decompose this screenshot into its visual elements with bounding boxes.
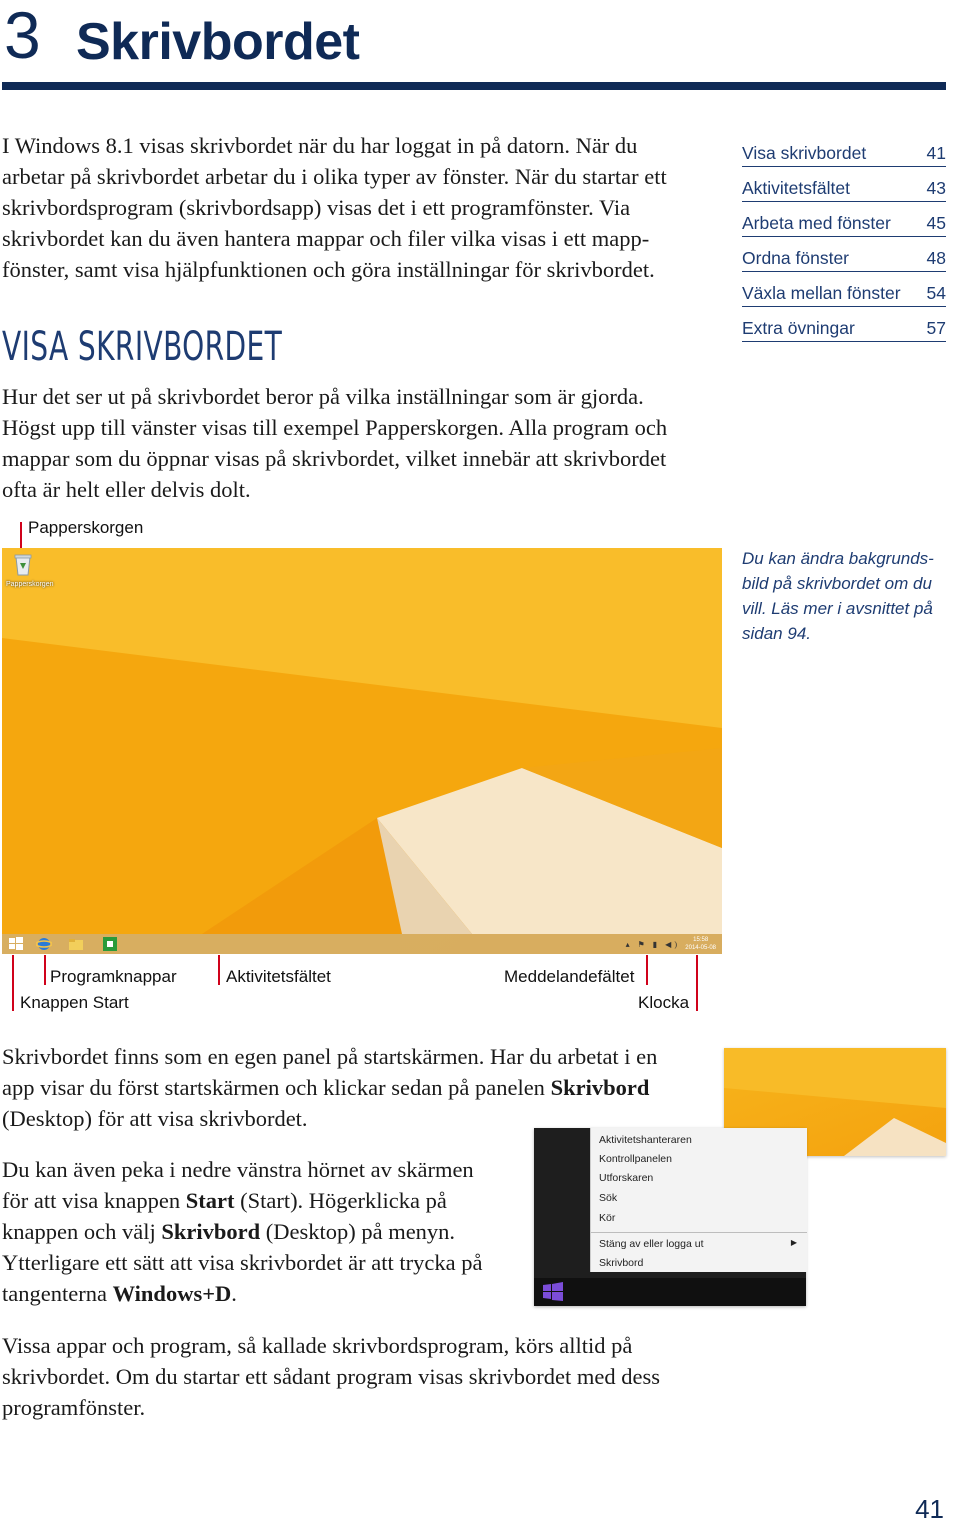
section-line: mappar som du öppnar visas på skrivbordet, vilket innebär att skrivbordet <box>2 446 667 471</box>
paragraph-desktop-programs <box>2 1330 732 1423</box>
toc-item[interactable]: Ordna fönster 48 <box>742 237 946 272</box>
text-line: Skrivbordet finns som en egen panel på startskärmen. Har du arbetat i en <box>2 1044 658 1069</box>
text-line: för att visa knappen Start (Start). Högerklicka på <box>2 1188 447 1213</box>
chapter-rule <box>2 82 946 90</box>
intro-line: I Windows 8.1 visas skrivbordet när du har loggat in på datorn. När du <box>2 133 638 158</box>
menu-item-task-manager[interactable]: Aktivitetshanteraren <box>599 1134 692 1146</box>
side-note <box>742 546 942 646</box>
text-line: Vissa appar och program, så kallade skrivbordsprogram, körs alltid på <box>2 1333 633 1358</box>
intro-paragraph <box>2 130 732 285</box>
paragraph-desktop-tile <box>2 1041 717 1134</box>
page-number: 41 <box>915 1494 944 1524</box>
submenu-arrow-icon: ▶ <box>790 1238 797 1247</box>
desktop-screenshot <box>2 548 722 954</box>
section-heading: VISA SKRIVBORDET <box>2 324 283 370</box>
intro-line: skrivbordet kan du även hantera mappar och filer vilka visas i ett mapp- <box>2 226 650 251</box>
store-icon[interactable] <box>102 936 118 952</box>
windows-start-icon[interactable] <box>542 1282 564 1302</box>
desktop-wallpaper <box>2 548 722 954</box>
callout-meddelandefaltet: Meddelandefältet <box>504 967 635 986</box>
clock-time: 15:58 <box>693 937 709 943</box>
section-line: Hur det ser ut på skrivbordet beror på vilka inställningar som är gjorda. <box>2 384 644 409</box>
text-line: programfönster. <box>2 1395 146 1420</box>
intro-line: fönster, samt visa hjälpfunktionen och göra inställningar för skrivbordet. <box>2 257 655 282</box>
internet-explorer-icon[interactable] <box>36 936 52 952</box>
toc-item[interactable]: Extra övningar 57 <box>742 307 946 342</box>
menu-item-search[interactable]: Sök <box>599 1192 618 1204</box>
recycle-bin[interactable] <box>6 554 54 588</box>
chapter-toc <box>742 132 946 342</box>
side-note-line: bild på skrivbordet om du <box>742 574 932 593</box>
section-line: ofta är helt eller delvis dolt. <box>2 477 251 502</box>
callout-line <box>218 955 220 985</box>
callout-knappen-start: Knappen Start <box>20 993 129 1012</box>
menu-item-file-explorer[interactable]: Utforskaren <box>599 1172 654 1184</box>
callout-line <box>44 955 46 985</box>
taskbar <box>2 934 722 954</box>
start-context-menu-screenshot <box>534 1128 806 1306</box>
toc-item[interactable]: Visa skrivbordet 41 <box>742 132 946 167</box>
paragraph-start-button <box>2 1154 527 1309</box>
text-line: Du kan även peka i nedre vänstra hörnet av skärmen <box>2 1157 474 1182</box>
callout-aktivitetsfaltet: Aktivitetsfältet <box>226 967 331 986</box>
windows-start-icon[interactable] <box>8 936 24 952</box>
taskbar <box>534 1278 806 1306</box>
section-paragraph <box>2 381 732 505</box>
text-line: app visar du först startskärmen och klickar sedan på panelen Skrivbord <box>2 1075 650 1100</box>
clock-date: 2014-05-08 <box>685 945 716 951</box>
text-line: (Desktop) för att visa skrivbordet. <box>2 1106 308 1131</box>
text-line: tangenterna Windows+D. <box>2 1281 237 1306</box>
text-line: skrivbordet. Om du startar ett sådant program visas skrivbordet med dess <box>2 1364 660 1389</box>
callout-line <box>12 955 14 1011</box>
toc-item[interactable]: Arbeta med fönster 45 <box>742 202 946 237</box>
toc-item[interactable]: Aktivitetsfältet 43 <box>742 167 946 202</box>
menu-item-desktop[interactable]: Skrivbord <box>599 1257 644 1269</box>
file-explorer-icon[interactable] <box>68 936 84 952</box>
context-menu <box>590 1128 807 1272</box>
section-line: Högst upp till vänster visas till exempel Papperskorgen. Alla program och <box>2 415 668 440</box>
callout-line <box>696 955 698 1011</box>
menu-item-shutdown[interactable]: Stäng av eller logga ut <box>599 1238 704 1250</box>
text-line: Ytterligare ett sätt att visa skrivbordet är att trycka på <box>2 1250 483 1275</box>
chapter-title: Skrivbordet <box>76 13 360 71</box>
toc-item[interactable]: Växla mellan fönster 54 <box>742 272 946 307</box>
intro-line: skrivbordsprogram (skrivbordsapp) visas det i ett programfönster. Via <box>2 195 631 220</box>
callout-klocka: Klocka <box>638 993 690 1012</box>
menu-item-run[interactable]: Kör <box>599 1212 616 1224</box>
chapter-number: 3 <box>4 0 41 72</box>
clock[interactable] <box>685 936 716 952</box>
side-note-line: vill. Läs mer i avsnittet på <box>742 599 933 618</box>
intro-line: arbetar på skrivbordet arbetar du i olika typer av fönster. När du startar ett <box>2 164 667 189</box>
text-line: knappen och välj Skrivbord (Desktop) på menyn. <box>2 1219 456 1244</box>
side-note-line: sidan 94. <box>742 624 811 643</box>
notification-area[interactable]: ▴ ⚑ ▮ ◀) <box>625 940 680 949</box>
recycle-bin-icon <box>14 554 32 576</box>
callout-papperskorgen: Papperskorgen <box>28 518 144 537</box>
menu-item-control-panel[interactable]: Kontrollpanelen <box>599 1153 672 1165</box>
recycle-bin-label: Papperskorgen <box>6 581 54 588</box>
menu-separator <box>591 1232 807 1233</box>
callout-line <box>646 955 648 985</box>
callout-programknappar: Programknappar <box>50 967 177 986</box>
side-note-line: Du kan ändra bakgrunds- <box>742 549 934 568</box>
